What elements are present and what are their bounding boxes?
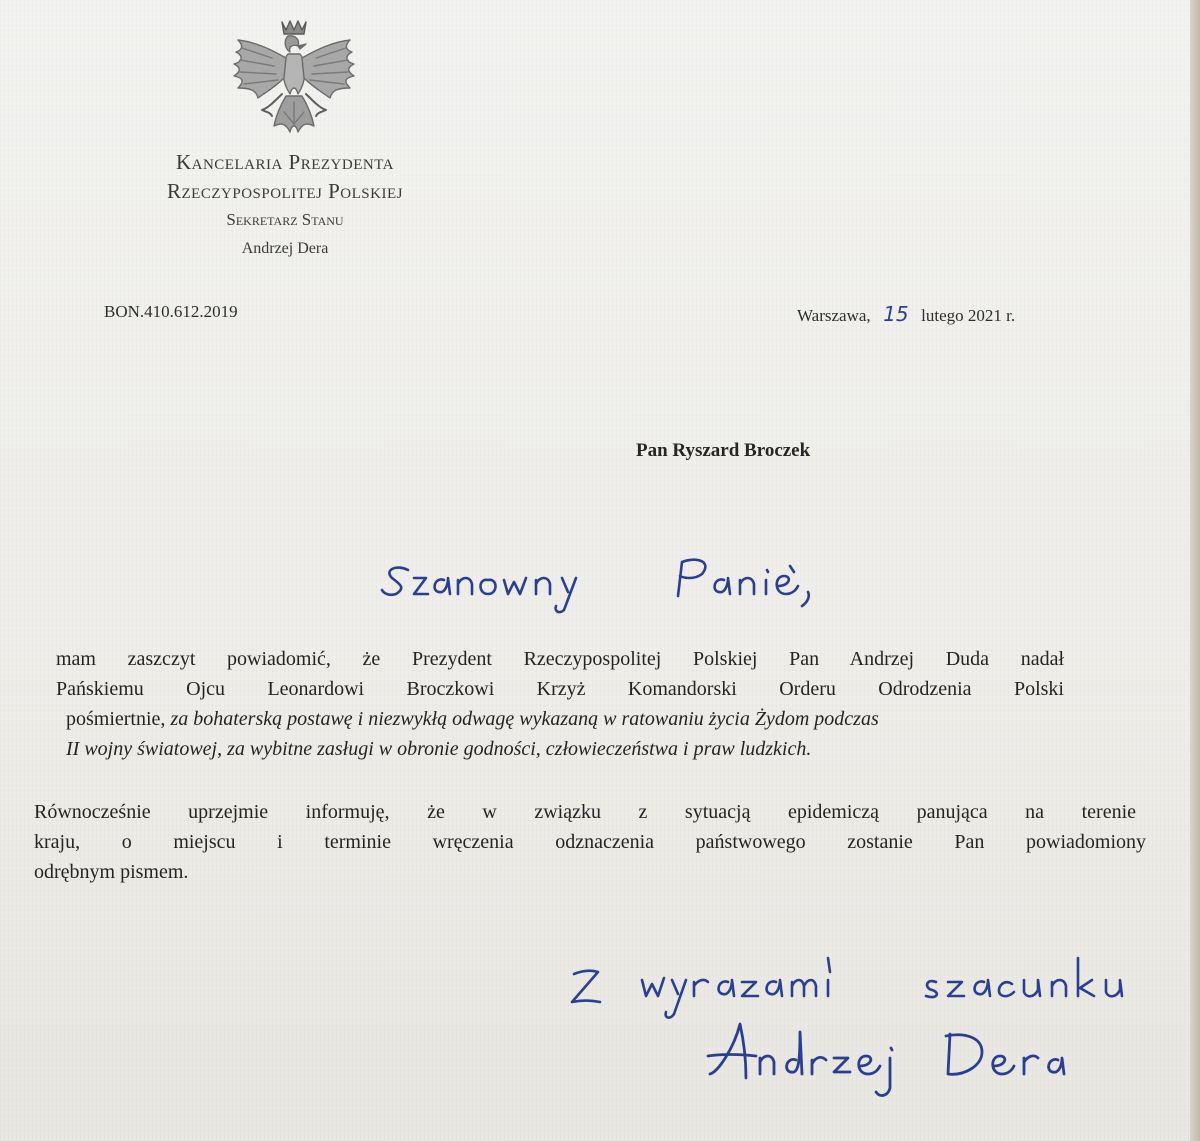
paragraph-award-notice [44, 644, 1124, 764]
paragraph2-line1: Równocześnie uprzejmie informuję, że w związku z sytuacją epidemiczą panująca na terenie [34, 801, 1136, 823]
paragraph1-line2: Pańskiemu Ojcu Leonardowi Broczkowi Krzyż Komandorski Orderu Odrodzenia Polski [56, 678, 1064, 700]
paragraph2-line2: kraju, o miejscu i terminie wręczenia odznaczenia państwowego zostanie Pan powiadomiony [34, 831, 1146, 853]
letterhead-office-line2: Rzeczypospolitej Polskiej [167, 179, 403, 203]
date-day-handwritten: 15 [883, 302, 909, 326]
reference-number: BON.410.612.2019 [104, 302, 238, 321]
paragraph1-line3-plain: pośmiertnie, [66, 708, 171, 730]
polish-eagle-emblem [228, 16, 360, 142]
letterhead-office-line1: Kancelaria Prezydenta [175, 150, 395, 174]
date-place: Warszawa, [797, 306, 871, 325]
handwritten-signature [700, 1012, 1100, 1102]
handwritten-greeting [378, 548, 838, 618]
place-date [797, 302, 1015, 326]
letterhead-position: Sekretarz Stanu [226, 210, 344, 229]
letterhead-name: Andrzej Dera [241, 240, 329, 257]
date-month-year: lutego 2021 r. [921, 306, 1016, 325]
paper-edge [1190, 0, 1200, 1141]
paragraph1-line3 [66, 704, 1124, 734]
recipient-name: Pan Ryszard Broczek [636, 440, 811, 461]
paragraph1-line3-italic: za bohaterską postawę i niezwykłą odwagę wykazaną w ratowaniu życia Żydom podczas [170, 708, 879, 730]
paragraph1-line1: mam zaszczyt powiadomić, że Prezydent Rzeczypospolitej Polskiej Pan Andrzej Duda nadał [56, 648, 1064, 670]
paragraph1-line4-italic: II wojny światowej, za wybitne zasługi w obronie godności, człowieczeństwa i praw ludzkich. [66, 738, 812, 760]
paragraph2-line3: odrębnym pismem. [34, 861, 189, 883]
letterhead [100, 148, 470, 264]
paragraph-ceremony-info [34, 797, 1144, 887]
paragraph1-line4 [66, 734, 1124, 764]
